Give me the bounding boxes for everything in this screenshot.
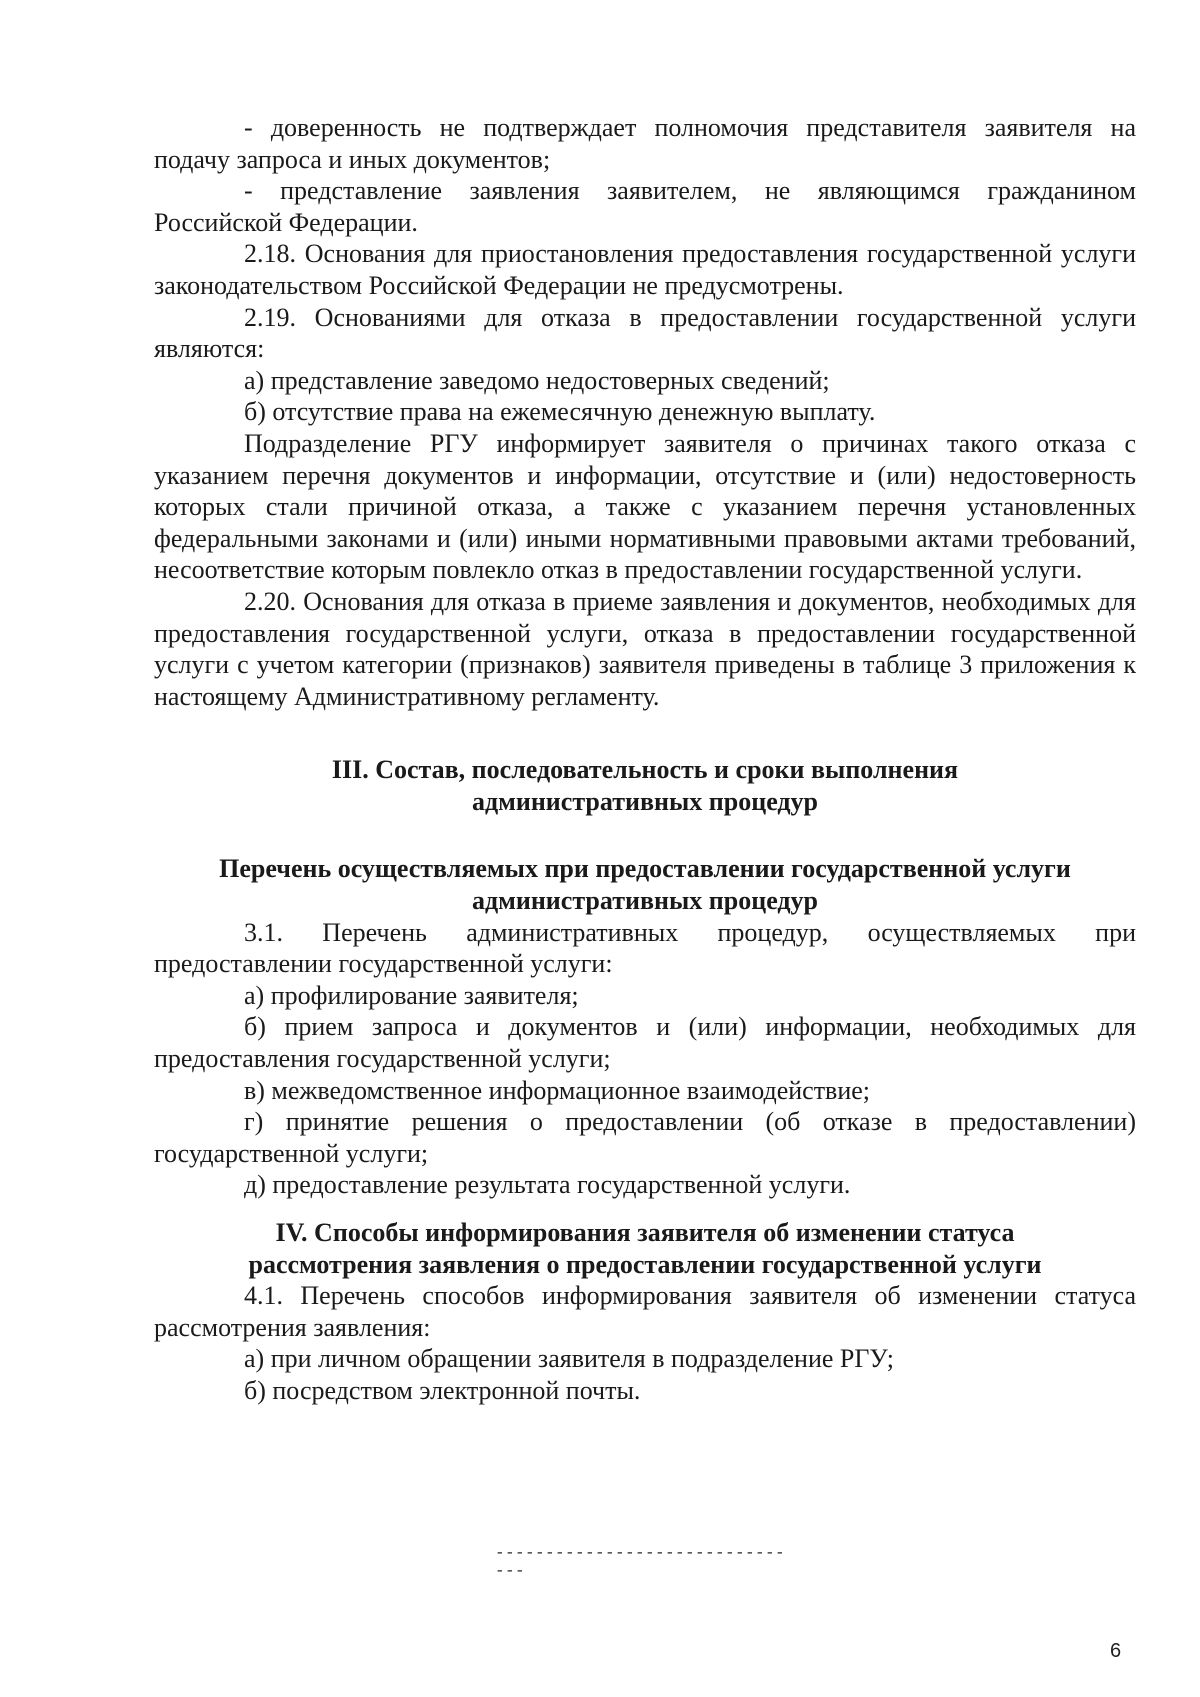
paragraph-4-1-a: а) при личном обращении заявителя в подразделение РГУ; <box>244 1344 895 1374</box>
section-3-title-line-2: административных процедур <box>471 786 819 816</box>
paragraph-4-1: 4.1. Перечень способов информирования заявителя об изменении статуса рассмотрения заявления: <box>154 1281 1136 1342</box>
page-number: 6 <box>1110 1640 1122 1662</box>
paragraph-power-of-attorney: - доверенность не подтверждает полномочия представителя заявителя на подачу запроса и иных документов; <box>154 113 1136 174</box>
section-4-title <box>154 1217 1136 1280</box>
section-4-title-line-1: IV. Способы информирования заявителя об изменении статуса <box>275 1218 1015 1247</box>
paragraph-rgu-informs: Подразделение РГУ информирует заявителя о причинах такого отказа с указанием перечня документов и информации, отсутствие и (или) недостоверность которых стали причиной отказа, а также с указанием перечня установленных федеральными законами и (или) иными нормативными правовыми актами требований, несоответствие которым повлекло отказ в предоставлении государственной услуги. <box>154 428 1136 585</box>
section-3-title-line-1: III. Состав, последовательность и сроки выполнения <box>331 755 959 785</box>
section-3-title <box>154 754 1136 817</box>
paragraph-3-1-v: в) межведомственное информационное взаимодействие; <box>244 1075 871 1105</box>
paragraph-4-1-b: б) посредством электронной почты. <box>244 1375 641 1405</box>
paragraph-2-19-a: а) представление заведомо недостоверных сведений; <box>244 365 830 395</box>
paragraph-3-1-b: б) прием запроса и документов и (или) информации, необходимых для предоставления государственной услуги; <box>154 1012 1136 1074</box>
section-3-subtitle-line-1: Перечень осуществляемых при предоставлении государственной услуги <box>219 854 1071 884</box>
section-3-subtitle-line-2: административных процедур <box>471 886 819 916</box>
section-4-title-line-2: рассмотрения заявления о предоставлении государственной услуги <box>248 1249 1042 1279</box>
paragraph-non-citizen: - представление заявления заявителем, не являющимся гражданином Российской Федерации. <box>154 176 1136 237</box>
paragraph-3-1-a: а) профилирование заявителя; <box>244 980 579 1010</box>
end-separator: -------------------------------- <box>495 1544 786 1580</box>
paragraph-3-1-d: д) предоставление результата государственной услуги. <box>244 1170 851 1200</box>
document-body <box>154 112 1136 1407</box>
paragraph-2-19: 2.19. Основаниями для отказа в предоставлении государственной услуги являются: <box>154 302 1136 364</box>
paragraph-3-1: 3.1. Перечень административных процедур, осуществляемых при предоставлении государственной услуги: <box>154 917 1136 979</box>
paragraph-2-20: 2.20. Основания для отказа в приеме заявления и документов, необходимых для предоставления государственной услуги, отказа в предоставлении государственной услуги с учетом категории (признаков) заявителя приведены в таблице 3 приложения к настоящему Административному регламенту. <box>154 586 1136 711</box>
paragraph-3-1-g: г) принятие решения о предоставлении (об отказе в предоставлении) государственной услуги; <box>154 1107 1136 1168</box>
section-3-subtitle <box>154 853 1136 916</box>
paragraph-2-18: 2.18. Основания для приостановления предоставления государственной услуги законодательством Российской Федерации не предусмотрены. <box>154 239 1136 300</box>
paragraph-2-19-b: б) отсутствие права на ежемесячную денежную выплату. <box>244 397 876 427</box>
